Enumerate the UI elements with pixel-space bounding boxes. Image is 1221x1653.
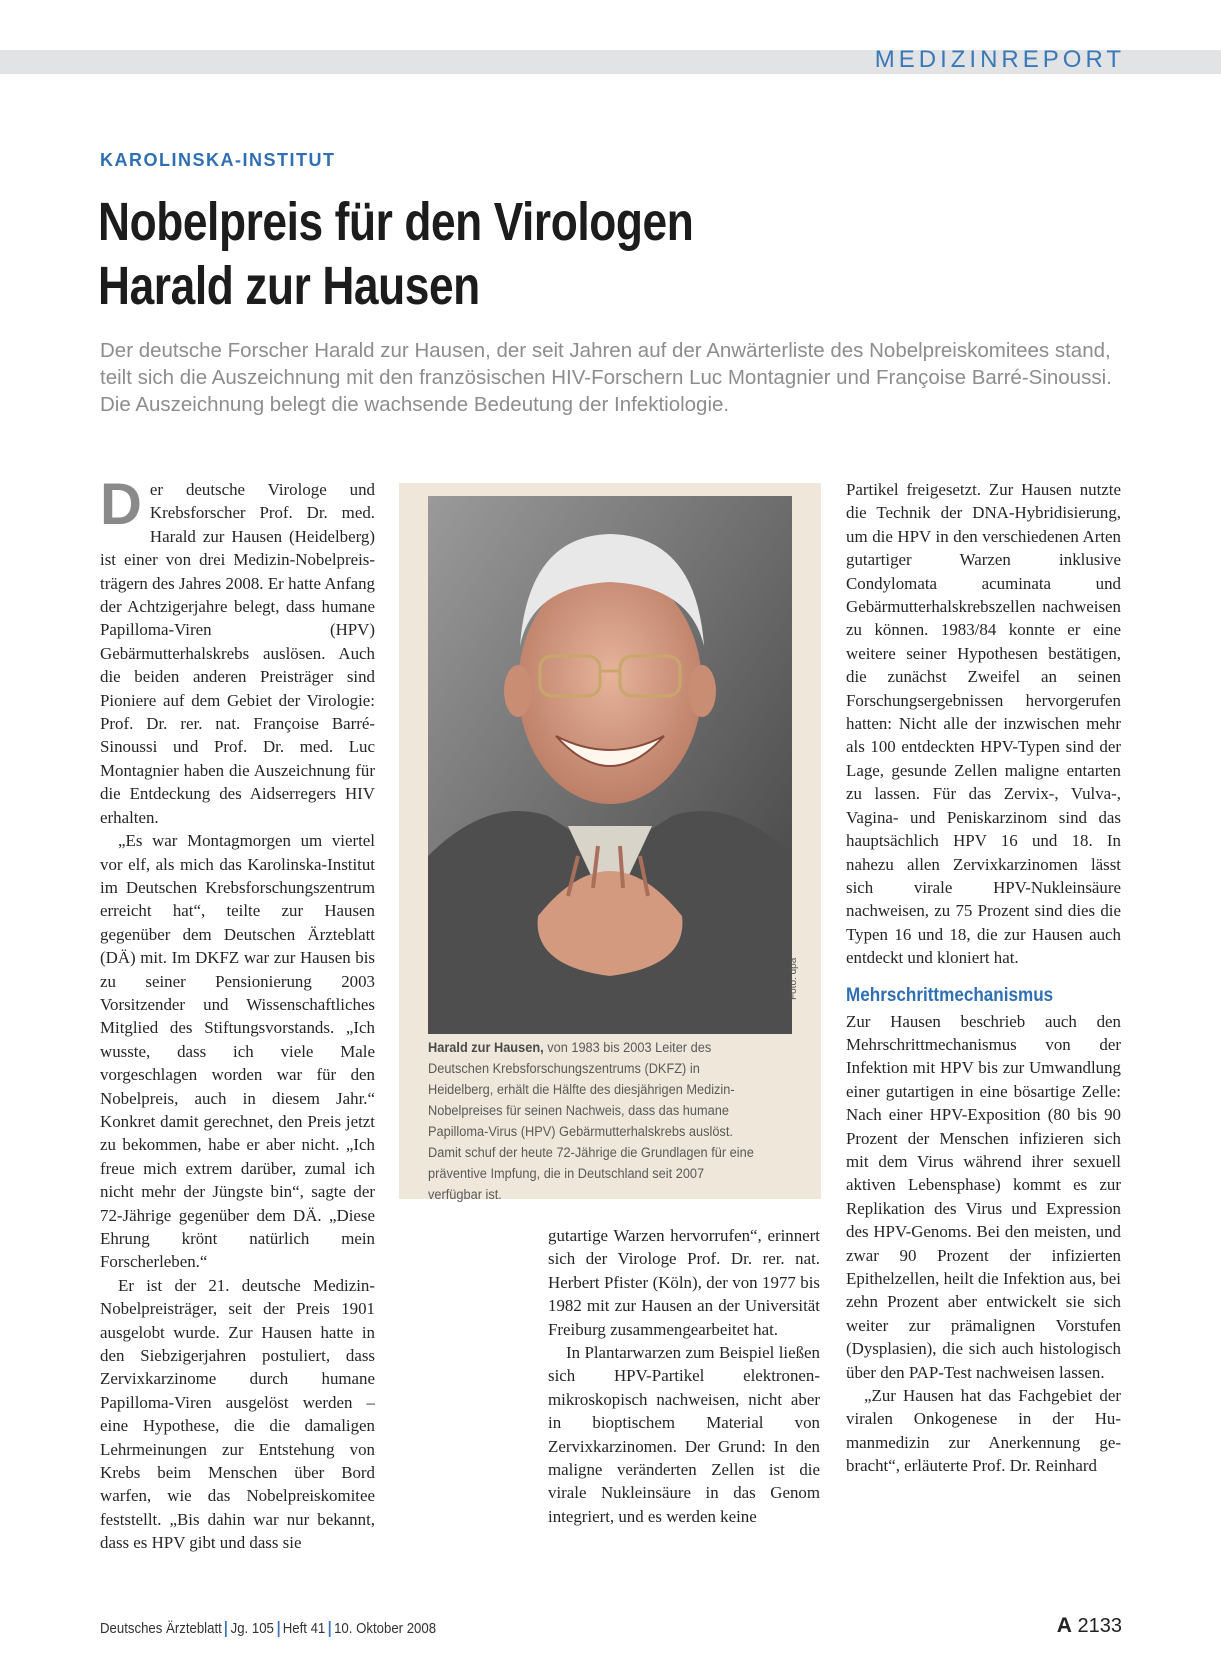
paragraph-1-text: er deutsche Virologe und Krebsforscher Prof. Dr. med. Harald zur Hausen (Heidelberg) ist einer von drei Medizin-Nobelpreisträgern des Jahres 2008. Er hatte Anfang der Achtzigerjahre belegt, dass humane Papilloma-Viren (HPV) Gebärmutterhalskrebs auslösen. Auch die beiden anderen Preisträger sind Pioniere auf dem Gebiet der Virologie: Prof. Dr. rer. nat. Françoise Barré-Sinoussi und Prof. Dr. med. Luc Montagnier haben die Auszeichnung für die Entdeckung des Aidserregers HIV erhalten. (100, 480, 375, 827)
page-prefix: A (1056, 1614, 1072, 1637)
paragraph-4: gutartige Warzen hervorrufen“, erinnert sich der Virologe Prof. Dr. rer. nat. Herbert Pfister (Köln), der von 1977 bis 1982 mit zur Hausen an der Universität Freiburg zusammengearbeitet hat. (548, 1226, 820, 1339)
page-number (1057, 1614, 1122, 1638)
paragraph-2: „Es war Montagmorgen um viertel vor elf, als mich das Karolinska-Institut im Deutschen Krebsforschungszentrum erreicht hat“, teilte zur Hausen gegenüber dem Deutschen Ärzteblatt (DÄ) mit. Im DKFZ war zur Hausen bis zu seiner Pensionierung 2003 Vorsitzender und Wissenschaftliches Mitglied des Stiftungsvorstands. „Ich wusste, dass ich viele Male vorgeschlagen worden war für den Nobelpreis, auch in diesem Jahr.“ Konkret damit gerechnet, den Preis jetzt zu bekommen, habe er aber nicht. „Ich freue mich extrem darüber, zumal ich nicht mehr der Jüngste bin“, sagte der 72-Jährige gegenüber dem DÄ. „Diese Ehrung krönt natürlich mein Forscherleben.“ (100, 831, 375, 1272)
footer-journal-info (100, 1620, 436, 1637)
paragraph-6: Partikel freigesetzt. Zur Hausen nutzte die Technik der DNA-Hybridisierung, um die HPV in den verschiedenen Arten gutartiger Warzen inklusive Condylomata acuminata und Gebärmutterhalskrebszellen nachweisen zu können. 1983/84 konnte er eine weitere seiner Hypothesen bestätigen, die zunächst Zweifel an seinen Forschungsergebnissen hervorgerufen hatten: Nicht alle der inzwischen mehr als 100 entdeckten HPV-Typen sind der Lage, gesunde Zellen maligne entarten zu lassen. Für das Zervix-, Vulva-, Vagina- und Peniskarzinom sind das hauptsächlich HPV 16 und 18. In nahezu allen Zervixkarzinomen lässt sich virale HPV-Nukleinsäure nachweisen, zu 75 Prozent sind dies die Typen 16 und 18, die zur Hausen auch entdeckt und kloniert hat. (846, 480, 1121, 968)
paragraph-1 (100, 472, 375, 829)
section-label: MEDIZINREPORT (874, 46, 1125, 73)
article-lead: Der deutsche Forscher Harald zur Hausen, der seit Jahren auf der Anwärterliste des Nobelpreiskomitees stand, teilt sich die Auszeichnung mit den französischen HIV-Forschern Luc Montagnier und Françoise Barré-Sinoussi. Die Auszeichnung belegt die wachsende Bedeutung der Infektiologie. (100, 339, 1112, 416)
text-column-2 (548, 1224, 820, 1528)
paragraph-8: „Zur Hausen hat das Fachgebiet der viralen Onkogenese in der Humanmedizin zur Anerkennung gebracht“, erläuterte Prof. Dr. Reinhard (846, 1386, 1121, 1476)
subheading-mehrschrittmechanismus: Mehrschrittmechanismus (846, 984, 1054, 1006)
text-column-1 (100, 472, 375, 1555)
article-kicker: KAROLINSKA-INSTITUT (100, 150, 336, 170)
footer-separator (277, 1621, 279, 1637)
text-column-3 (846, 478, 1121, 1478)
article-headline (98, 190, 836, 318)
footer-separator (329, 1621, 331, 1637)
figure-caption (428, 1038, 761, 1206)
footer-volume: Jg. 105 (230, 1620, 274, 1637)
caption-text: von 1983 bis 2003 Leiter des Deutschen Krebsforschungszentrums (DKFZ) in Heidelberg, erhält die Hälfte des diesjährigen Medizin-Nobelpreises für seinen Nachweis, dass das humane Papilloma-Virus (HPV) Gebärmutterhalskrebs auslöst. Damit schuf der heute 72-Jährige die Grundlagen für eine präventive Impfung, die in Deutschland seit 2007 verfügbar ist. (428, 1040, 754, 1203)
paragraph-3: Er ist der 21. deutsche Medizin-Nobelpreisträger, seit der Preis 1901 ausgelobt wurde. Zur Hausen hatte in den Siebzigerjahren postuliert, dass Zervixkarzinome durch humane Papilloma-Viren ausgelöst werden – eine Hypothese, die die damaligen Lehrmeinungen zur Entstehung von Krebs beim Menschen über Bord warfen, wie das Nobelpreiskomitee feststellt. „Bis dahin war nur bekannt, dass es HPV gibt und dass sie (100, 1275, 375, 1553)
drop-cap: D (100, 472, 142, 537)
photo-credit (788, 984, 799, 1000)
page-number-value: 2133 (1077, 1615, 1122, 1637)
portrait-photo (428, 496, 792, 1034)
paragraph-7: Zur Hausen beschrieb auch den Mehrschrittmechanismus von der Infektion mit HPV bis zur Umwandlung einer gutartigen in eine bösartige Zelle: Nach einer HPV-Exposition (80 bis 90 Prozent der Menschen infizieren sich mit dem Virus während ihrer sexuell aktiven Lebensphase) kommt es zur Replikation des Virus und Expression des HPV-Genoms. Bei den meisten, und zwar 90 Prozent der infizierten Epithelzellen, heilt die Infektion aus, bei zehn Prozent aber entwickelt sie sich weiter zur prämalignen Vorstufen (Dysplasien), die sich auch histologisch über den PAP-Test nachweisen lassen. (846, 1011, 1121, 1382)
footer-journal: Deutsches Ärzteblatt (100, 1620, 222, 1637)
footer-date: 10. Oktober 2008 (334, 1620, 437, 1637)
portrait-illustration (428, 496, 792, 1034)
caption-name: Harald zur Hausen, (428, 1040, 544, 1056)
headline-line-2: Harald zur Hausen (98, 256, 480, 316)
paragraph-5: In Plantarwarzen zum Beispiel ließen sich HPV-Partikel elektronenmikroskopisch nachweisen, nicht aber in bioptischem Material von Zervixkarzinomen. Der Grund: In den maligne veränderten Zellen ist die virale Nukleinsäure in das Genom integriert, und es werden keine (548, 1343, 820, 1526)
footer-separator (225, 1621, 227, 1637)
headline-line-1: Nobelpreis für den Virologen (98, 192, 694, 252)
footer-issue: Heft 41 (282, 1620, 326, 1637)
